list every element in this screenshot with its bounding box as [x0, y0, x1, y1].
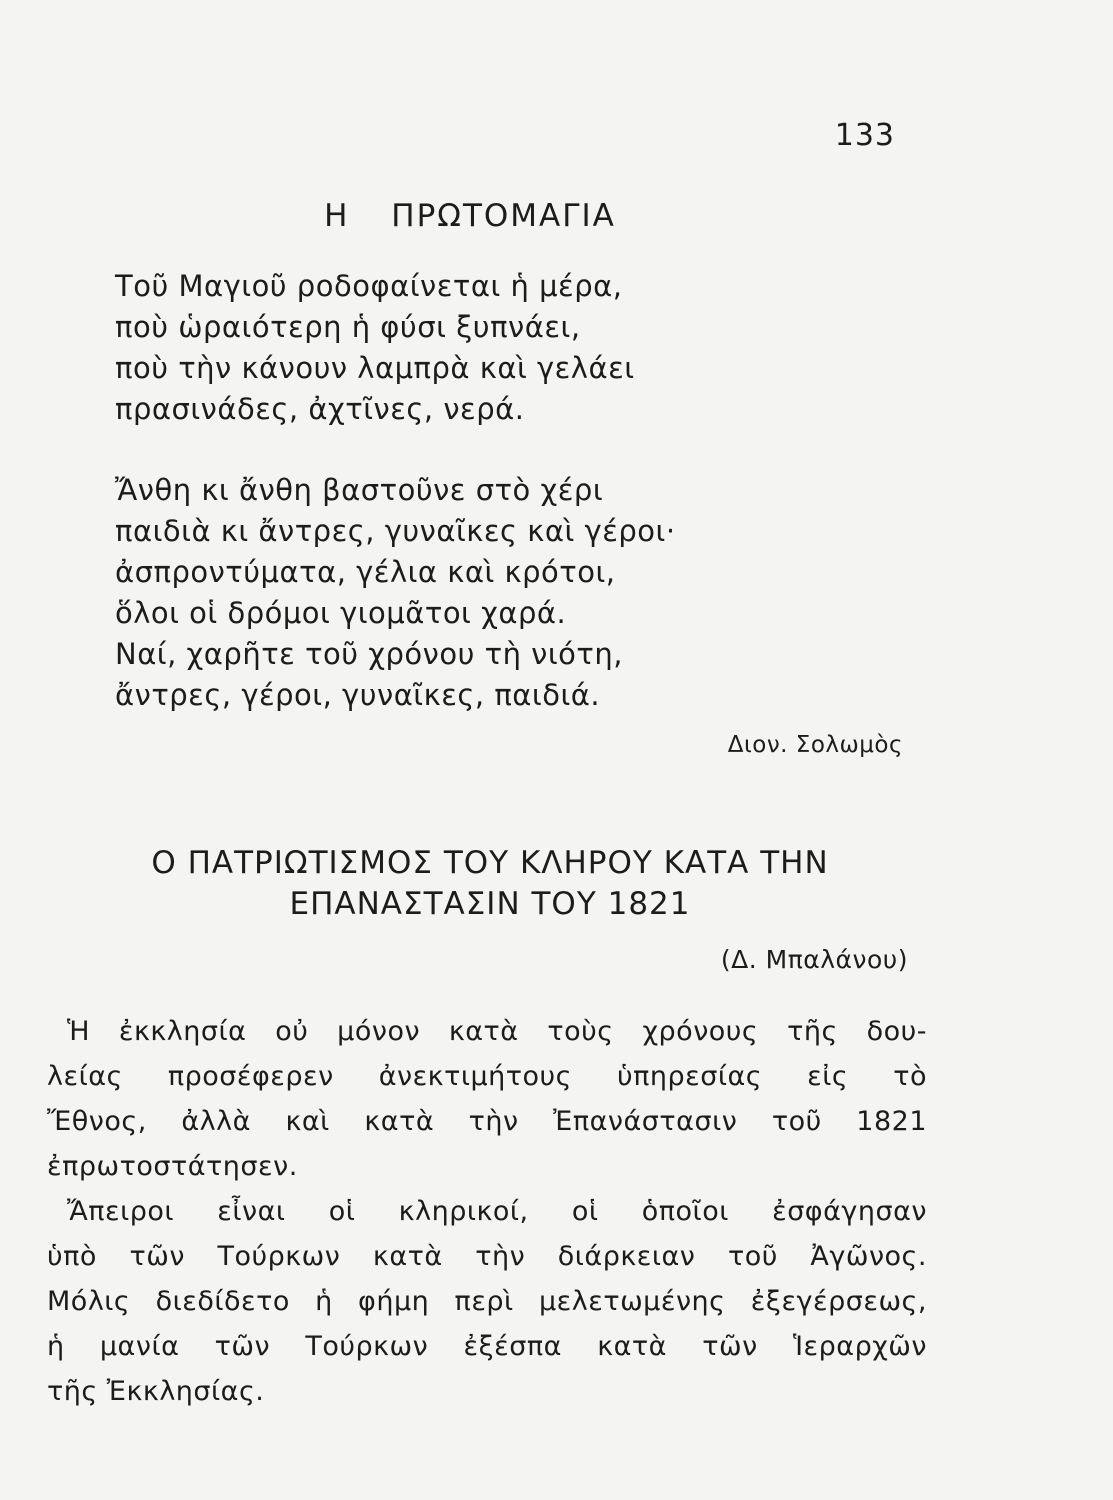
article-line: ἡ μανία τῶν Τούρκων ἐξέσπα κατὰ τῶν Ἱεραρχῶν: [47, 1331, 927, 1362]
poem-line: ποὺ τὴν κάνουν λαμπρὰ καὶ γελάει: [115, 351, 635, 385]
article-line: Ἡ ἐκκλησία οὐ μόνον κατὰ τοὺς χρόνους τῆς δου-: [67, 1016, 927, 1047]
article-line: ὑπὸ τῶν Τούρκων κατὰ τὴν διάρκειαν τοῦ Ἀγῶνος.: [47, 1241, 927, 1272]
poem-line: Ναί, χαρῆτε τοῦ χρόνου τὴ νιότη,: [115, 637, 623, 671]
article-title: [40, 843, 940, 925]
poem-line: Ἄνθη κι ἄνθη βαστοῦνε στὸ χέρι: [115, 473, 604, 507]
poem-line: ἄντρες, γέροι, γυναῖκες, παιδιά.: [115, 678, 601, 712]
poem-line: ὅλοι οἱ δρόμοι γιομᾶτοι χαρά.: [115, 596, 567, 630]
poem-stanza-1: [115, 266, 855, 430]
poem-line: Τοῦ Μαγιοῦ ροδοφαίνεται ἡ μέρα,: [115, 269, 623, 303]
poem-line: ἀσπροντύματα, γέλια καὶ κρότοι,: [115, 555, 616, 589]
article-body: [47, 1009, 927, 1414]
poem-line: πρασινάδες, ἀχτῖνες, νερά.: [115, 392, 525, 426]
page-number: 133: [834, 118, 895, 153]
poem-stanza-2: [115, 470, 855, 716]
article-title-line-2: ΕΠΑΝΑΣΤΑΣΙΝ ΤΟΥ 1821: [289, 886, 691, 922]
article-line: ἐπρωτοστάτησεν.: [47, 1151, 298, 1182]
poem-line: παιδιὰ κι ἄντρες, γυναῖκες καὶ γέροι·: [115, 514, 676, 548]
article-line: λείας προσέφερεν ἀνεκτιμήτους ὑπηρεσίας εἰς τὸ: [47, 1061, 927, 1092]
article-line: Ἄπειροι εἶναι οἱ κληρικοί, οἱ ὁποῖοι ἐσφάγησαν: [67, 1196, 927, 1227]
poem-author: Διον. Σολωμὸς: [727, 732, 903, 758]
article-author: (Δ. Μπαλάνου): [720, 945, 908, 974]
poem-line: ποὺ ὡραιότερη ἡ φύσι ξυπνάει,: [115, 310, 581, 344]
poem-title: Η ΠΡΩΤΟΜΑΓΙΑ: [324, 198, 616, 234]
article-line: Ἔθνος, ἀλλὰ καὶ κατὰ τὴν Ἐπανάστασιν τοῦ 1821: [47, 1106, 927, 1137]
article-line: Μόλις διεδίδετο ἡ φήμη περὶ μελετωμένης ἐξεγέρσεως,: [47, 1286, 927, 1317]
article-title-line-1: Ο ΠΑΤΡΙΩΤΙΣΜΟΣ ΤΟΥ ΚΛΗΡΟΥ ΚΑΤΑ ΤΗΝ: [151, 845, 829, 881]
article-line: τῆς Ἐκκλησίας.: [47, 1376, 265, 1407]
